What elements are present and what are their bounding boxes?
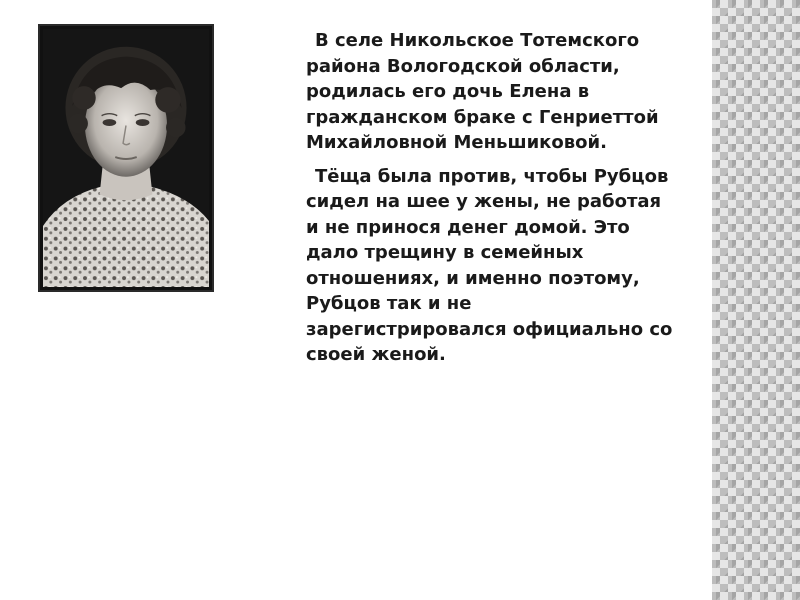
- portrait-image: [43, 29, 209, 287]
- paragraph-family: Тёща была против, чтобы Рубцов сидел на шее у жены, не работая и не принося денег домой. Это дало трещину в семейных отношениях, и именно поэтому, Рубцов так и не зарегистрировался официально со своей женой.: [306, 165, 673, 365]
- portrait-photo: [38, 24, 214, 292]
- paragraph-birth: В селе Никольское Тотемского района Вологодской области, родилась его дочь Елена в гражданском браке с Генриеттой Михайловной Меньшиковой.: [306, 30, 659, 153]
- slide-text: [306, 28, 678, 376]
- decorative-pattern-strip: [712, 0, 800, 600]
